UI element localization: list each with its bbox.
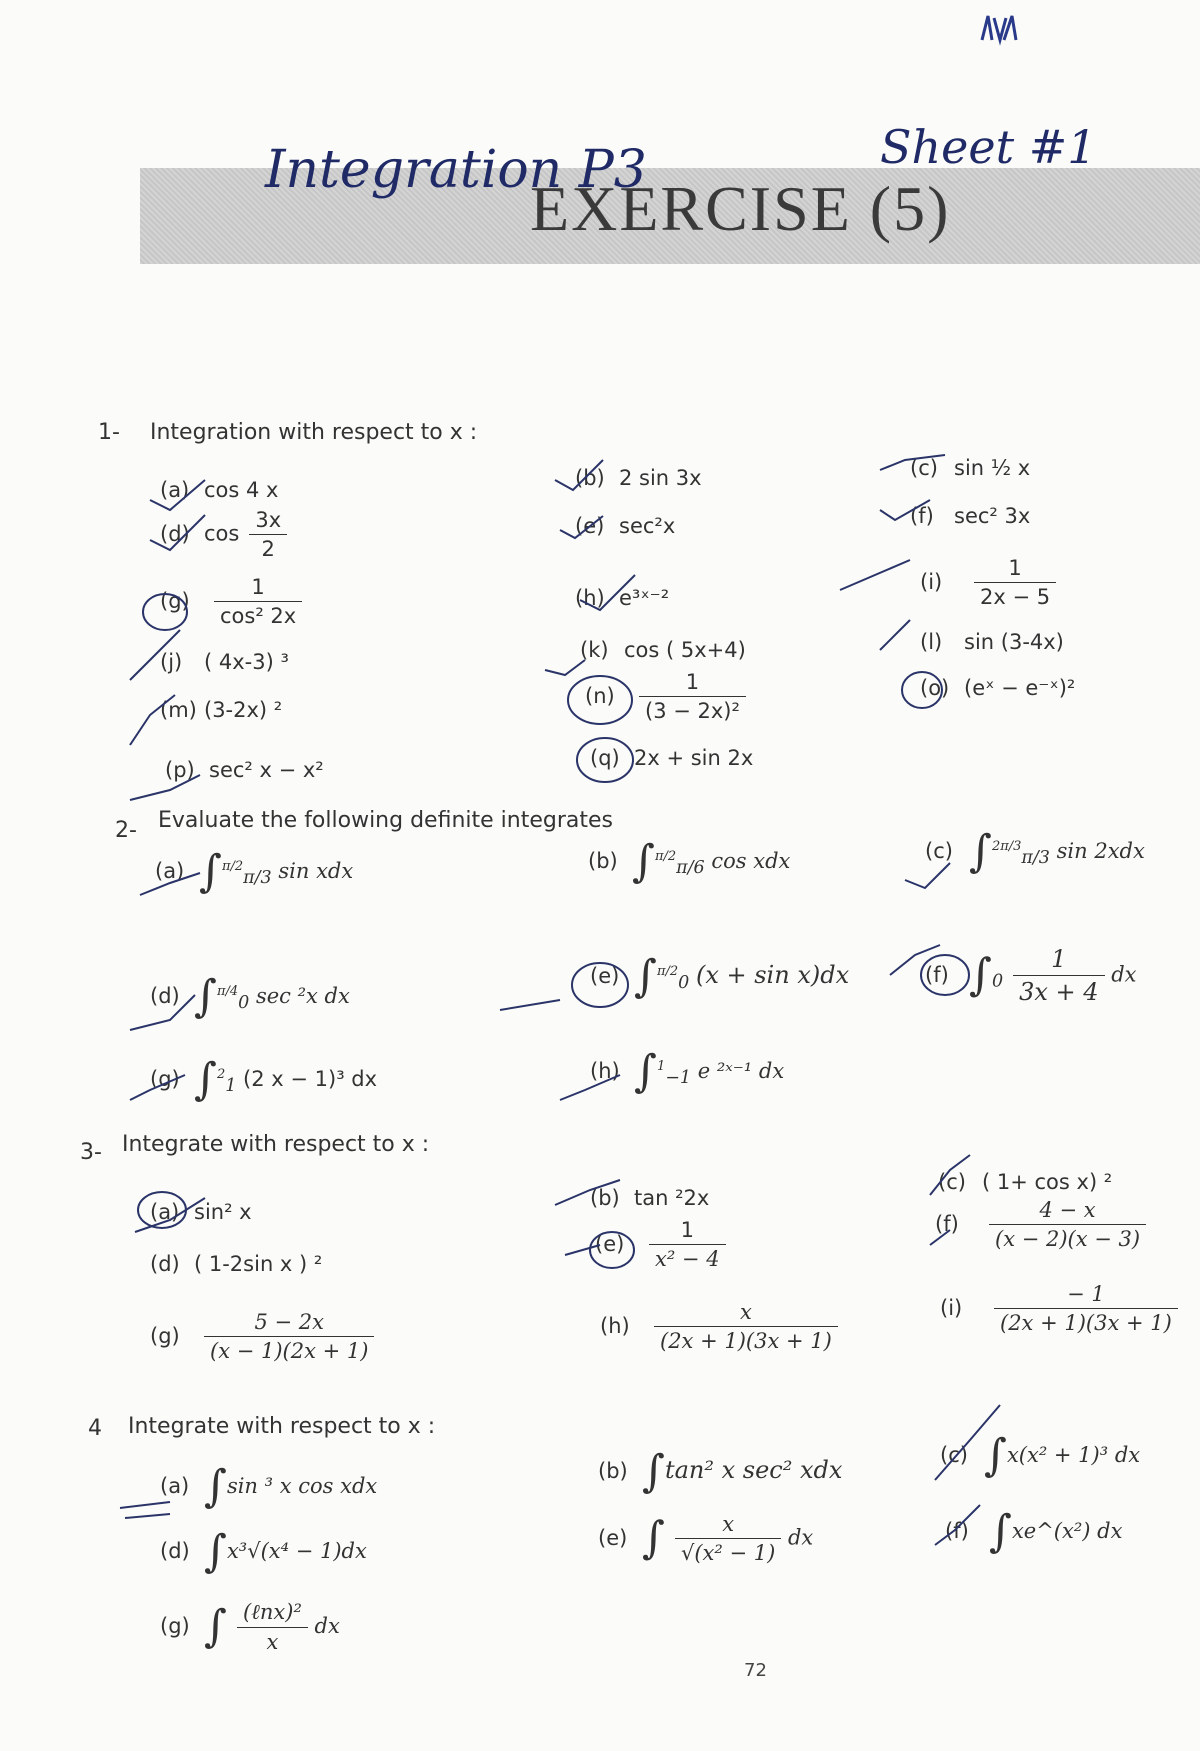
s3-item-g: (g) $\frac{5 - 2x}{(x - 1)(2x + 1)}$ [150,1310,374,1363]
s3-item-h: (h) $\frac{x}{(2x + 1)(3x + 1)}$ [600,1300,838,1353]
section-2-title: Evaluate the following definite integrates [158,808,613,833]
section-1-number: 1- [98,420,120,445]
s2-item-h: (h) ∫$^1_{-1}$ e ²ˣ⁻¹ dx [590,1046,785,1097]
section-4-title: Integrate with respect to x : [128,1414,436,1439]
s2-item-e: (e) ∫$^{\pi/2}_0$ (x + sin x)dx [590,951,850,1002]
s2-item-d: (d) ∫$^{\pi/4}_0$ sec ²x dx [150,971,350,1022]
s3-item-b: (b) tan ²2x [590,1186,710,1210]
s1-item-q: (q) 2x + sin 2x [590,746,754,770]
s2-item-b: (b) ∫$^{\pi/2}_{\pi/6}$ cos xdx [588,836,791,887]
sheet-label: Sheet #1 [880,120,1097,174]
s1-item-k: (k) cos ( 5x+4) [580,638,746,662]
s1-item-j: (j) ( 4x-3) ³ [160,650,289,674]
logo-stamp [978,10,1020,46]
s1-item-b: (b) 2 sin 3x [575,466,702,490]
s2-item-c: (c) ∫$^{2\pi/3}_{\pi/3}$ sin 2xdx [925,826,1145,877]
section-2-number: 2- [115,818,137,843]
handwritten-title: Integration P3 [265,140,647,200]
s1-item-c: (c) sin ½ x [910,456,1031,480]
s3-item-a: (a) sin² x [150,1200,252,1224]
s1-item-h: (h) e³ˣ⁻² [575,586,670,610]
s3-item-e: (e) $\frac{1}{\text{x² − 4}}$ [595,1218,726,1271]
s4-item-g: (g) ∫ $\frac{\text{(ℓnx)²}}{x}$ dx [160,1600,340,1654]
s1-item-i: (i) $\frac{1}{2x - 5}$ [920,556,1056,609]
section-1-title: Integration with respect to x : [150,420,478,445]
s4-item-e: (e) ∫ $\frac{x}{\text{√(x² − 1)}}$ dx [598,1512,814,1565]
s4-item-c: (c) ∫x(x² + 1)³ dx [940,1430,1141,1481]
s1-item-e: (e) sec²x [575,514,676,538]
s3-item-d: (d) ( 1-2sin x ) ² [150,1252,323,1276]
s4-item-d: (d) ∫x³√(x⁴ − 1)dx [160,1526,367,1577]
s2-item-f: (f) $\int_0$ $\frac{1}{3x + 4}$ dx [925,945,1137,1006]
s4-item-f: (f) ∫xe^(x²) dx [945,1506,1123,1557]
s3-item-i: (i) $\frac{- 1}{(2x + 1)(3x + 1)}$ [940,1282,1178,1335]
s2-item-a: (a) ∫$^{\pi/2}_{\pi/3}$ sin xdx [155,846,354,897]
s3-item-f: (f) $\frac{4 - x}{(x - 2)(x - 3)}$ [935,1198,1146,1251]
s1-item-d: (d) cos $\frac{3x}{2}$ [160,508,287,561]
s1-item-n: (n) $\frac{1}{\text{(3 − 2x)²}}$ [585,670,746,723]
s1-item-p: (p) sec² x − x² [165,758,324,782]
section-3-title: Integrate with respect to x : [122,1132,430,1157]
s1-item-o: (o) (eˣ − e⁻ˣ)² [920,676,1076,700]
s1-item-f: (f) sec² 3x [910,504,1031,528]
exercise-title: EXERCISE (5) [530,173,951,244]
s1-item-m: (m) (3-2x) ² [160,698,283,722]
s2-item-g: (g) ∫$^2_1$ (2 x − 1)³ dx [150,1054,378,1105]
s3-item-c: (c) ( 1+ cos x) ² [938,1170,1113,1194]
section-3-number: 3- [80,1140,102,1165]
s1-item-l: (l) sin (3-4x) [920,630,1064,654]
s4-item-b: (b) ∫tan² x sec² xdx [598,1446,843,1497]
s1-item-g: (g) $\frac{1}{\text{cos² 2x}}$ [160,575,302,628]
page-number: 72 [744,1660,767,1681]
s1-item-a: (a) cos 4 x [160,478,279,502]
s4-item-a: (a) ∫sin ³ x cos xdx [160,1461,378,1512]
section-4-number: 4 [88,1416,102,1441]
